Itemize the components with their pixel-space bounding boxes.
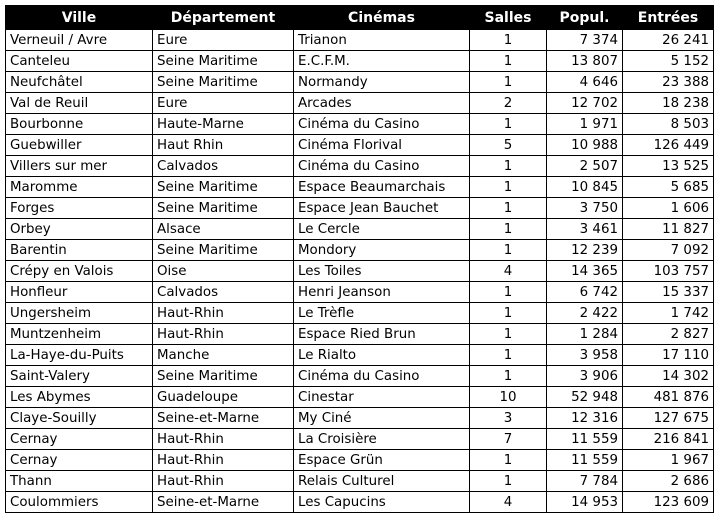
cell-cinema: Mondory [294,240,470,261]
cell-entrees: 23 388 [623,72,714,93]
cell-ville: Thann [6,471,153,492]
cell-cinema: Cinestar [294,387,470,408]
cell-salles: 4 [470,492,547,513]
cell-entrees: 14 302 [623,366,714,387]
table-row [6,93,714,114]
cell-ville: Coulommiers [6,492,153,513]
cell-ville: Val de Reuil [6,93,153,114]
cell-ville: Honfleur [6,282,153,303]
cell-entrees: 1 606 [623,198,714,219]
cell-entrees: 15 337 [623,282,714,303]
cell-ville: Verneuil / Avre [6,30,153,51]
table-row [6,387,714,408]
table-row [6,492,714,513]
cell-ville: Muntzenheim [6,324,153,345]
cell-entrees: 17 110 [623,345,714,366]
table-row [6,177,714,198]
cell-ville: Ungersheim [6,303,153,324]
table-row [6,450,714,471]
cell-popul: 1 284 [547,324,623,345]
cell-ville: Villers sur mer [6,156,153,177]
cell-cinema: Le Cercle [294,219,470,240]
cell-cinema: My Ciné [294,408,470,429]
cell-ville: Claye-Souilly [6,408,153,429]
cell-entrees: 8 503 [623,114,714,135]
cell-salles: 1 [470,177,547,198]
cell-departement: Haut-Rhin [153,471,294,492]
cell-salles: 1 [470,51,547,72]
cell-popul: 14 953 [547,492,623,513]
cell-departement: Alsace [153,219,294,240]
cell-departement: Haut Rhin [153,135,294,156]
cell-popul: 2 422 [547,303,623,324]
cell-departement: Seine-et-Marne [153,492,294,513]
cell-cinema: E.C.F.M. [294,51,470,72]
cell-cinema: Les Capucins [294,492,470,513]
cell-departement: Haut-Rhin [153,429,294,450]
cell-entrees: 216 841 [623,429,714,450]
cell-entrees: 2 827 [623,324,714,345]
cell-entrees: 1 967 [623,450,714,471]
table-row [6,324,714,345]
cell-salles: 1 [470,471,547,492]
table-row [6,471,714,492]
cell-departement: Guadeloupe [153,387,294,408]
table-row [6,366,714,387]
cell-entrees: 1 742 [623,303,714,324]
cell-entrees: 123 609 [623,492,714,513]
cell-popul: 11 559 [547,429,623,450]
cell-popul: 52 948 [547,387,623,408]
cell-popul: 10 845 [547,177,623,198]
cell-popul: 11 559 [547,450,623,471]
cell-entrees: 481 876 [623,387,714,408]
cell-departement: Haute-Marne [153,114,294,135]
cell-cinema: Henri Jeanson [294,282,470,303]
cell-cinema: Espace Ried Brun [294,324,470,345]
cell-popul: 2 507 [547,156,623,177]
header-popul: Popul. [547,6,623,30]
cell-cinema: Espace Jean Bauchet [294,198,470,219]
cell-departement: Haut-Rhin [153,303,294,324]
cell-departement: Haut-Rhin [153,324,294,345]
cell-entrees: 7 092 [623,240,714,261]
table-row [6,198,714,219]
cell-cinema: Cinéma Florival [294,135,470,156]
cell-departement: Calvados [153,156,294,177]
cell-salles: 2 [470,93,547,114]
cell-entrees: 103 757 [623,261,714,282]
cell-ville: Canteleu [6,51,153,72]
table-body [6,30,714,513]
cell-ville: Crépy en Valois [6,261,153,282]
cell-salles: 1 [470,240,547,261]
cell-ville: Saint-Valery [6,366,153,387]
table-row [6,72,714,93]
cell-popul: 3 750 [547,198,623,219]
cell-ville: Barentin [6,240,153,261]
table-row [6,408,714,429]
cell-cinema: Espace Grün [294,450,470,471]
cell-popul: 10 988 [547,135,623,156]
cell-cinema: La Croisière [294,429,470,450]
cell-salles: 1 [470,345,547,366]
cell-cinema: Cinéma du Casino [294,114,470,135]
header-salles: Salles [470,6,547,30]
cell-popul: 3 906 [547,366,623,387]
cell-cinema: Cinéma du Casino [294,366,470,387]
cell-popul: 6 742 [547,282,623,303]
table-row [6,135,714,156]
cell-salles: 1 [470,30,547,51]
cell-salles: 1 [470,282,547,303]
cell-ville: Cernay [6,450,153,471]
cell-ville: Guebwiller [6,135,153,156]
cell-departement: Manche [153,345,294,366]
cell-cinema: Le Rialto [294,345,470,366]
cell-cinema: Espace Beaumarchais [294,177,470,198]
cell-ville: Orbey [6,219,153,240]
cell-departement: Eure [153,93,294,114]
table-row [6,51,714,72]
cell-popul: 4 646 [547,72,623,93]
cell-ville: Maromme [6,177,153,198]
cell-departement: Seine Maritime [153,72,294,93]
cell-popul: 14 365 [547,261,623,282]
table-row [6,30,714,51]
cell-salles: 1 [470,366,547,387]
cell-departement: Haut-Rhin [153,450,294,471]
header-row [6,6,714,30]
cell-ville: Cernay [6,429,153,450]
cell-entrees: 11 827 [623,219,714,240]
table-row [6,240,714,261]
cell-salles: 4 [470,261,547,282]
cell-ville: Bourbonne [6,114,153,135]
cell-entrees: 5 152 [623,51,714,72]
cell-salles: 5 [470,135,547,156]
cell-popul: 12 239 [547,240,623,261]
cell-departement: Seine Maritime [153,366,294,387]
table-row [6,156,714,177]
cell-salles: 10 [470,387,547,408]
cell-cinema: Trianon [294,30,470,51]
cell-departement: Seine Maritime [153,51,294,72]
cell-entrees: 5 685 [623,177,714,198]
cell-cinema: Le Trèfle [294,303,470,324]
cell-entrees: 26 241 [623,30,714,51]
cell-popul: 13 807 [547,51,623,72]
cell-ville: Forges [6,198,153,219]
cell-departement: Calvados [153,282,294,303]
cell-departement: Seine Maritime [153,177,294,198]
table-row [6,429,714,450]
cell-departement: Eure [153,30,294,51]
cinema-table [5,5,714,513]
cell-ville: La-Haye-du-Puits [6,345,153,366]
cell-entrees: 126 449 [623,135,714,156]
cell-ville: Neufchâtel [6,72,153,93]
header-cinemas: Cinémas [294,6,470,30]
cell-salles: 1 [470,198,547,219]
cell-cinema: Normandy [294,72,470,93]
cell-salles: 1 [470,324,547,345]
cell-popul: 1 971 [547,114,623,135]
table-row [6,114,714,135]
header-entrees: Entrées [623,6,714,30]
table-row [6,345,714,366]
cell-cinema: Les Toiles [294,261,470,282]
table-row [6,261,714,282]
cell-salles: 1 [470,219,547,240]
header-departement: Département [153,6,294,30]
cell-departement: Oise [153,261,294,282]
cell-departement: Seine Maritime [153,198,294,219]
cell-ville: Les Abymes [6,387,153,408]
table-row [6,219,714,240]
cell-entrees: 127 675 [623,408,714,429]
cell-popul: 3 958 [547,345,623,366]
cell-cinema: Cinéma du Casino [294,156,470,177]
cell-salles: 3 [470,408,547,429]
cell-departement: Seine Maritime [153,240,294,261]
cell-entrees: 13 525 [623,156,714,177]
header-ville: Ville [6,6,153,30]
cell-cinema: Arcades [294,93,470,114]
cell-entrees: 18 238 [623,93,714,114]
cell-salles: 1 [470,450,547,471]
cell-popul: 12 702 [547,93,623,114]
cell-popul: 7 784 [547,471,623,492]
cell-entrees: 2 686 [623,471,714,492]
cell-departement: Seine-et-Marne [153,408,294,429]
cell-salles: 1 [470,303,547,324]
cell-salles: 1 [470,114,547,135]
cell-popul: 7 374 [547,30,623,51]
cell-salles: 1 [470,156,547,177]
table-row [6,282,714,303]
cell-salles: 7 [470,429,547,450]
table-row [6,303,714,324]
cell-cinema: Relais Culturel [294,471,470,492]
cell-salles: 1 [470,72,547,93]
cell-popul: 12 316 [547,408,623,429]
cell-popul: 3 461 [547,219,623,240]
